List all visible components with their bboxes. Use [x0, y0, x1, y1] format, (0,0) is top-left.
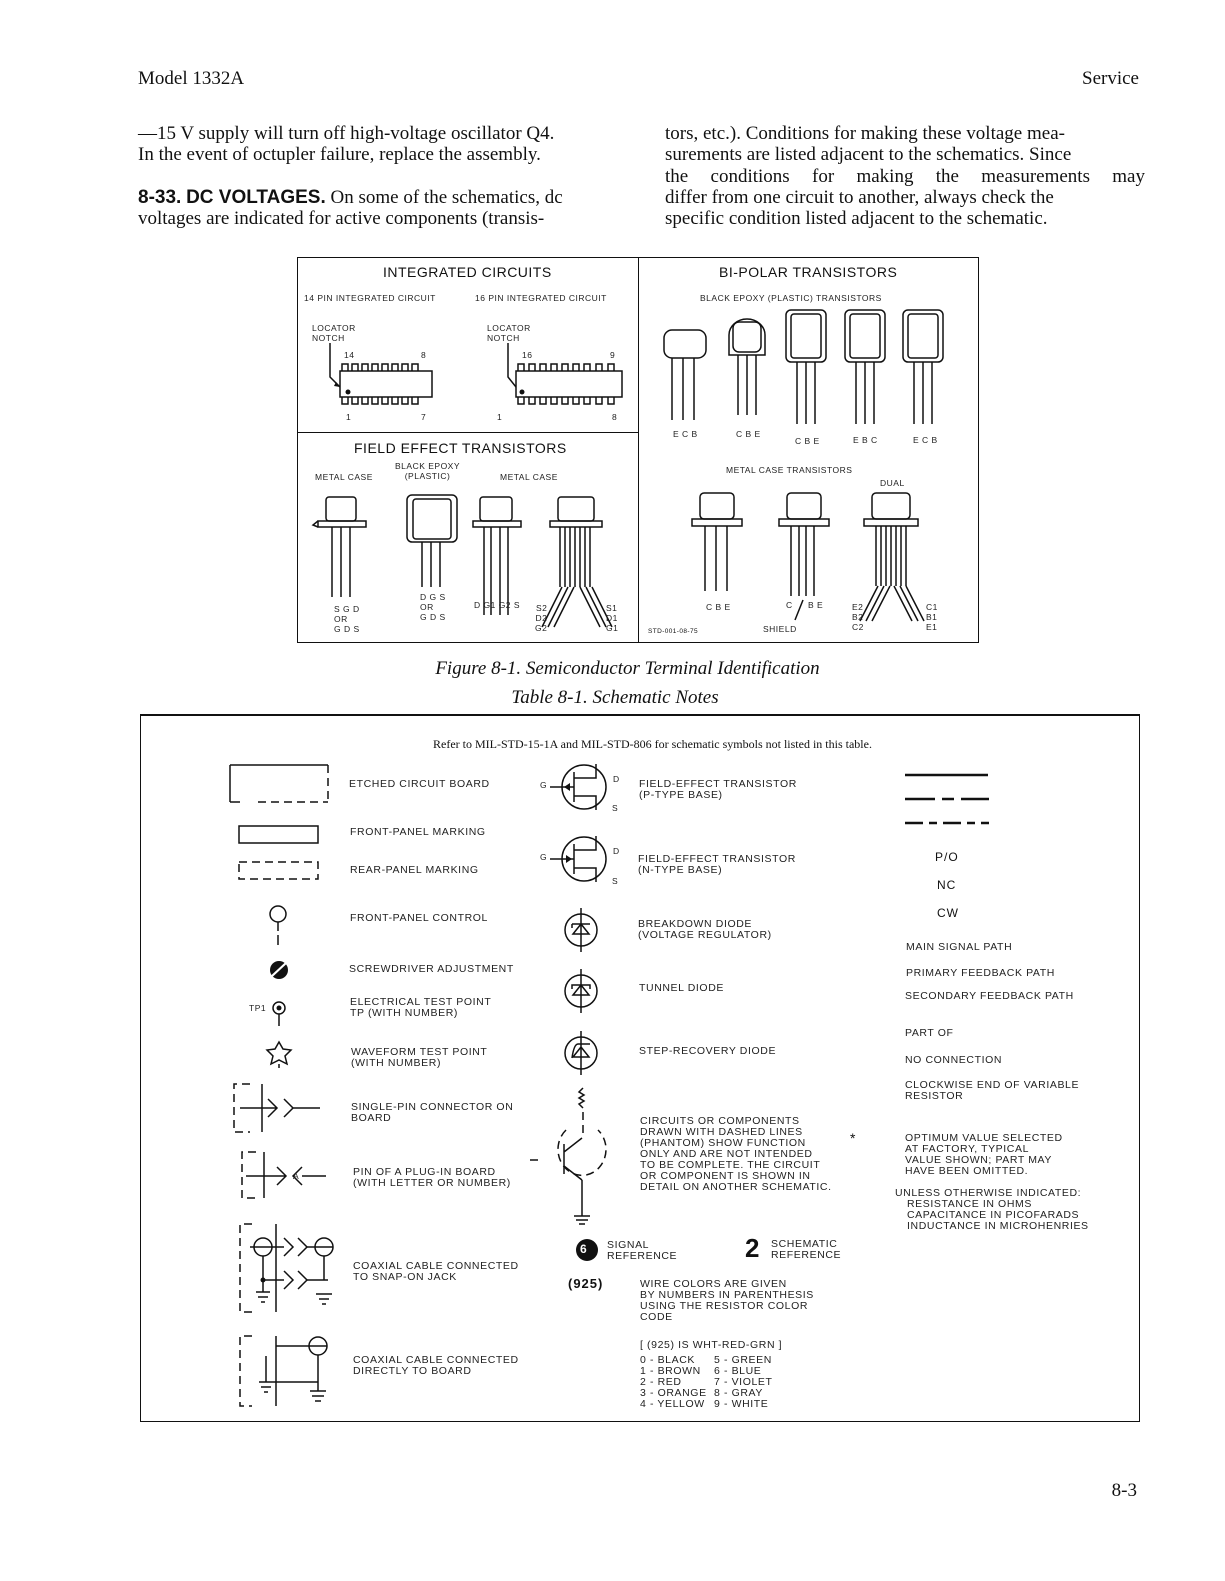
po-abbr: P/O	[935, 850, 959, 864]
fet-dual-right-labels: S1 D1 G1	[606, 603, 619, 633]
std-number: STD-001-08-75	[648, 628, 698, 635]
no-connection-label: NO CONNECTION	[905, 1054, 1003, 1066]
section-number: 8-33.	[138, 186, 182, 208]
etched-board-icon	[230, 765, 328, 802]
refer-note: Refer to MIL-STD-15-1A and MIL-STD-806 for schematic symbols not listed in this table.	[433, 737, 872, 751]
section-title: DC VOLTAGES.	[186, 186, 326, 208]
intro-line: surements are listed adjacent to the schematics. Since	[665, 144, 1072, 166]
fet-dual-left-labels: S2 D2 G2	[535, 603, 548, 633]
bjt-dual-label: DUAL	[880, 478, 905, 488]
section-header: Service	[1082, 68, 1139, 89]
step-recovery-icon	[565, 1031, 597, 1075]
fet-n-label: FIELD-EFFECT TRANSISTOR (N-TYPE BASE)	[638, 853, 796, 876]
section-line: voltages are indicated for active components (transis-	[138, 207, 545, 229]
wire-colors-label: WIRE COLORS ARE GIVEN BY NUMBERS IN PARENTHESIS USING THE RESISTOR COLOR CODE	[640, 1278, 814, 1323]
part-of-label: PART OF	[905, 1027, 954, 1039]
coax-snap-icon	[240, 1224, 333, 1312]
tp1-label: TP1	[249, 1003, 267, 1013]
bjt-pins-ecb: E C B	[673, 429, 698, 439]
optimum-value-label: OPTIMUM VALUE SELECTED AT FACTORY, TYPICAL VALUE SHOWN; PART MAY HAVE BEEN OMITTED.	[905, 1132, 1063, 1177]
asterisk-symbol: *	[850, 1130, 856, 1146]
plug-in-icon	[242, 1152, 326, 1198]
color-codes-right: 5 - GREEN 6 - BLUE 7 - VIOLET 8 - GRAY 9 - WHITE	[714, 1354, 773, 1410]
fet-n-drain: D	[613, 846, 620, 856]
schematic-reference-number: 2	[745, 1233, 760, 1263]
ic16-pin8: 8	[612, 412, 618, 422]
coax-direct-icon	[240, 1336, 327, 1406]
tunnel-diode-icon	[565, 969, 597, 1013]
rear-marking-label: REAR-PANEL MARKING	[350, 864, 479, 876]
intro-line: In the event of octupler failure, replace the assembly.	[138, 144, 541, 166]
fet-n-source: S	[612, 876, 619, 886]
tunnel-label: TUNNEL DIODE	[639, 982, 724, 994]
intro-line: tors, etc.). Conditions for making these voltage mea-	[665, 123, 1065, 144]
primary-path-label: PRIMARY FEEDBACK PATH	[906, 967, 1055, 979]
ic16-pin9: 9	[610, 350, 616, 360]
front-control-icon	[270, 906, 286, 945]
fet-dg1g2s-label: D G1 G2 S	[474, 600, 521, 610]
intro-line: specific condition listed adjacent to the schematic.	[665, 208, 1048, 230]
ic14-pin1: 1	[346, 412, 352, 422]
fet-p-drain: D	[613, 774, 620, 784]
etched-label: ETCHED CIRCUIT BOARD	[349, 778, 490, 790]
breakdown-diode-icon	[565, 908, 597, 952]
screwdriver-icon	[270, 961, 288, 979]
fet-sgd-label: S G D OR G D S	[334, 604, 360, 634]
fet-n-gate: G	[540, 852, 548, 862]
notch-label-2: LOCATOR NOTCH	[487, 323, 531, 343]
clockwise-label: CLOCKWISE END OF VARIABLE RESISTOR	[905, 1079, 1080, 1102]
intro-line: the conditions for making the measurements may	[665, 165, 1145, 187]
test-point-icon	[273, 1002, 285, 1026]
bjt-pins-ebc: E B C	[853, 435, 878, 445]
fet-p-label: FIELD-EFFECT TRANSISTOR (P-TYPE BASE)	[639, 778, 797, 801]
front-control-label: FRONT-PANEL CONTROL	[350, 912, 488, 924]
fet-metal-label: METAL CASE	[315, 472, 373, 482]
bjt-metal-label: METAL CASE TRANSISTORS	[726, 465, 853, 475]
ic16-label: 16 PIN INTEGRATED CIRCUIT	[475, 293, 607, 303]
ic-title: INTEGRATED CIRCUITS	[383, 264, 552, 280]
breakdown-label: BREAKDOWN DIODE (VOLTAGE REGULATOR)	[638, 918, 772, 941]
schematic-reference-label: SCHEMATIC REFERENCE	[771, 1238, 842, 1261]
cw-abbr: CW	[937, 906, 959, 920]
bjt-title: BI-POLAR TRANSISTORS	[719, 264, 898, 280]
rear-marking-icon	[239, 862, 318, 879]
plug-in-label: PIN OF A PLUG-IN BOARD (WITH LETTER OR NUMBER)	[353, 1166, 511, 1189]
units-note: UNLESS OTHERWISE INDICATED: RESISTANCE IN OHMS CAPACITANCE IN PICOFARADS INDUCTANCE IN MICROHENRIES	[895, 1187, 1089, 1232]
phantom-transistor-icon	[530, 1088, 606, 1224]
pin-a-label: A	[293, 1171, 300, 1181]
waveform-label: WAVEFORM TEST POINT (WITH NUMBER)	[351, 1046, 488, 1069]
signal-reference-number: 6	[580, 1242, 587, 1256]
bjt-metal-pins-cbe: C B E	[706, 602, 731, 612]
fet-metal-label-2: METAL CASE	[500, 472, 558, 482]
ic14-pin8: 8	[421, 350, 427, 360]
waveform-icon	[267, 1042, 291, 1068]
fet-epoxy-label: BLACK EPOXY (PLASTIC)	[395, 461, 461, 481]
section-text: On some of the schematics, dc	[325, 186, 563, 208]
signal-reference-label: SIGNAL REFERENCE	[607, 1239, 678, 1262]
step-label: STEP-RECOVERY DIODE	[639, 1045, 777, 1057]
front-marking-icon	[239, 826, 318, 843]
bjt-pins-cbe: C B E	[736, 429, 761, 439]
bjt-dual-left-labels: E2 B2 C2	[852, 602, 864, 632]
figure-caption: Figure 8-1. Semiconductor Terminal Identification	[435, 658, 820, 679]
phantom-label: CIRCUITS OR COMPONENTS DRAWN WITH DASHED LINES (PHANTOM) SHOW FUNCTION ONLY AND ARE NOT INTENDED TO BE COMPLETE. THE CIRCUIT OR COMPONENT IS SHOWN IN DETAIL ON ANOTHER SCHEMATIC.	[640, 1115, 832, 1193]
intro-line: differ from one circuit to another, always check the	[665, 186, 1054, 208]
page-number: 8-3	[1111, 1480, 1137, 1501]
bjt-pins-be: B E	[808, 600, 824, 610]
intro-line: —15 V supply will turn off high-voltage oscillator Q4.	[138, 123, 555, 144]
nc-abbr: NC	[937, 878, 957, 892]
fet-p-type-icon	[550, 764, 606, 810]
bjt-pin-c: C	[786, 600, 793, 610]
bjt-pins-cbe-2: C B E	[795, 436, 820, 446]
bjt-shield-label: SHIELD	[763, 624, 797, 634]
coax-direct-label: COAXIAL CABLE CONNECTED DIRECTLY TO BOARD	[353, 1354, 519, 1377]
ic16-pin16: 16	[522, 350, 533, 360]
bjt-dual-right-labels: C1 B1 E1	[926, 602, 938, 632]
ic14-label: 14 PIN INTEGRATED CIRCUIT	[304, 293, 436, 303]
single-pin-icon	[234, 1084, 320, 1132]
color-codes-left: 0 - BLACK 1 - BROWN 2 - RED 3 - ORANGE 4 - YELLOW	[640, 1354, 707, 1410]
coax-snap-label: COAXIAL CABLE CONNECTED TO SNAP-ON JACK	[353, 1260, 519, 1283]
bjt-epoxy-label: BLACK EPOXY (PLASTIC) TRANSISTORS	[700, 293, 882, 303]
ic14-pin14: 14	[344, 350, 355, 360]
front-marking-label: FRONT-PANEL MARKING	[350, 826, 486, 838]
fet-n-type-icon	[550, 836, 606, 882]
fet-p-gate: G	[540, 780, 548, 790]
secondary-path-label: SECONDARY FEEDBACK PATH	[905, 990, 1074, 1002]
fet-title: FIELD EFFECT TRANSISTORS	[354, 440, 567, 456]
screwdriver-label: SCREWDRIVER ADJUSTMENT	[349, 963, 514, 975]
fet-dgs-label: D G S OR G D S	[420, 592, 446, 622]
ic16-pin1: 1	[497, 412, 503, 422]
ic14-pin7: 7	[421, 412, 427, 422]
main-path-label: MAIN SIGNAL PATH	[906, 941, 1013, 953]
notch-label-1: LOCATOR NOTCH	[312, 323, 356, 343]
table-title: Table 8-1. Schematic Notes	[511, 687, 719, 708]
wire-example: [ (925) IS WHT-RED-GRN ]	[640, 1339, 783, 1351]
fet-p-source: S	[612, 803, 619, 813]
model-header: Model 1332A	[138, 68, 245, 89]
test-point-label: ELECTRICAL TEST POINT TP (WITH NUMBER)	[350, 996, 492, 1019]
wire-code: (925)	[568, 1276, 604, 1291]
bjt-pins-ecb-2: E C B	[913, 435, 938, 445]
single-pin-label: SINGLE-PIN CONNECTOR ON BOARD	[351, 1101, 514, 1124]
